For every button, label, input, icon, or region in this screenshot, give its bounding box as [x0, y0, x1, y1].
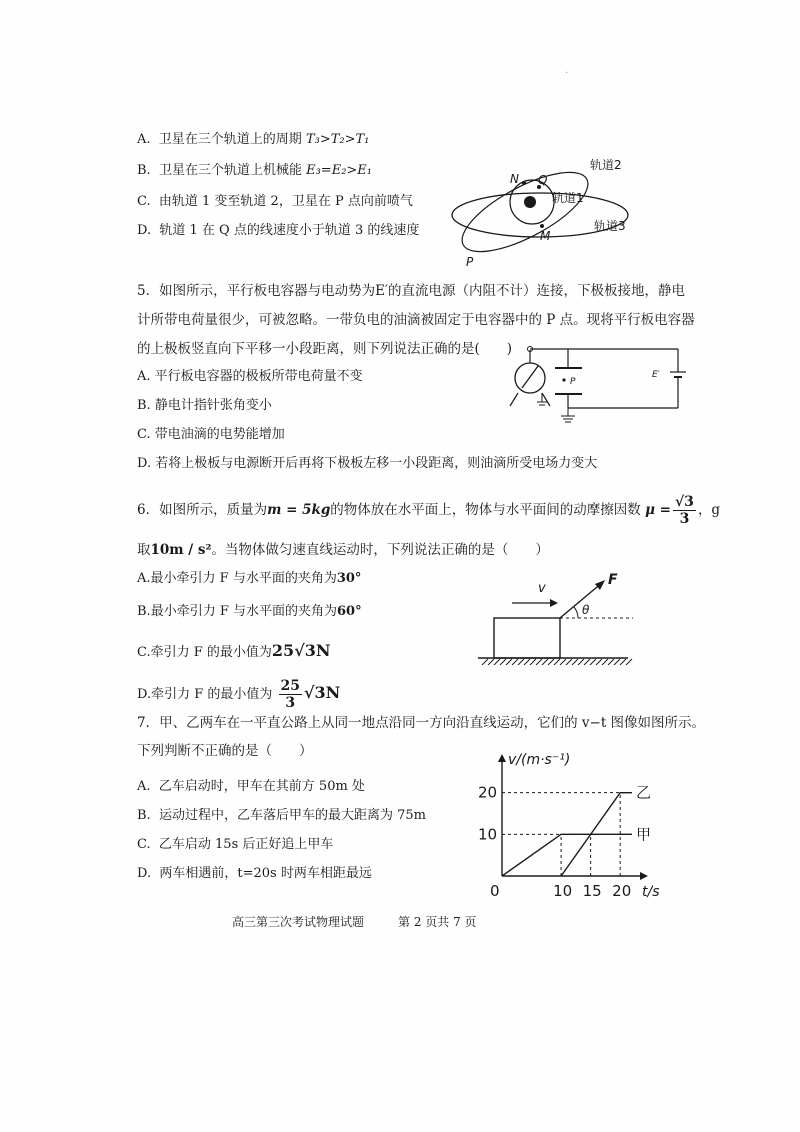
q6-option-c: C.牵引力 F 的最小值为25√3N	[137, 641, 331, 660]
q6-stem-line2: 取10m / s²。当物体做匀速直线运动时，下列说法正确的是（ ）	[137, 542, 549, 558]
point-m	[540, 224, 544, 228]
series-label: 乙	[636, 783, 652, 802]
hatch-line	[548, 659, 554, 665]
q5-option-a: A. 平行板电容器的极板所带电荷量不变	[137, 369, 363, 384]
series-label: 甲	[636, 825, 652, 844]
q7-option-b: B. 运动过程中，乙车落后甲车的最大距离为 75m	[137, 808, 426, 823]
y-axis-label: v/(m·s⁻¹)	[508, 752, 571, 768]
hatch-line	[578, 659, 584, 665]
q6-stem-line1: 6．如图所示，质量为m = 5kg的物体放在水平面上，物体与水平面间的动摩擦因数 μ = $\frac{√3}{3}$ ，g	[137, 494, 721, 527]
x-tick-label: 15	[582, 882, 602, 898]
q5-option-b: B. 静电计指针张角变小	[137, 398, 272, 413]
q5-option-d: D. 若将上极板与电源断开后再将下极板左移一小段距离，则油滴所受电场力变大	[137, 456, 598, 471]
q6-option-d: D.牵引力 F 的最小值为 $\frac{25}{3}$ √3N	[137, 678, 341, 711]
q7-stem-line2: 下列判断不正确的是（ ）	[137, 743, 313, 759]
label-q: Q	[538, 173, 548, 187]
hatch-line	[500, 659, 506, 665]
hatch-line	[512, 659, 518, 665]
series-line-甲	[502, 834, 632, 876]
y-tick-label: 20	[478, 783, 498, 802]
label-f: F	[608, 572, 618, 588]
scan-speck: ·	[565, 68, 569, 79]
electrometer-needle	[522, 366, 538, 388]
footer-title: 高三第三次考试物理试题	[232, 915, 365, 929]
mu-fraction: $\frac{√3}{3}$	[674, 494, 694, 527]
q6-option-b: B.最小牵引力 F 与水平面的夹角为60°	[137, 604, 362, 619]
hatch-line	[518, 659, 524, 665]
q7-option-d: D. 两车相遇前，t=20s 时两车相距最远	[137, 866, 372, 881]
oil-drop	[562, 378, 565, 381]
hatch-line	[536, 659, 542, 665]
ground-hatching	[482, 659, 632, 665]
footer-page: 第 2 页共 7 页	[398, 915, 477, 929]
x-tick-label: 10	[553, 882, 573, 898]
hatch-line	[524, 659, 530, 665]
hatch-line	[608, 659, 614, 665]
block	[494, 618, 560, 658]
hatch-line	[596, 659, 602, 665]
label-p: P	[570, 377, 576, 387]
angle-arc	[574, 607, 578, 618]
label-m: M	[540, 229, 551, 243]
capacitor-circuit-figure	[500, 340, 690, 435]
hatch-line	[614, 659, 620, 665]
label-v: v	[538, 581, 546, 596]
electrometer-leg	[542, 393, 550, 406]
hatch-line	[506, 659, 512, 665]
q4-option-b: B. 卫星在三个轨道上机械能 E₃=E₂>E₁	[137, 163, 372, 178]
hatch-line	[602, 659, 608, 665]
hatch-line	[590, 659, 596, 665]
orbit2-label: 轨道2	[590, 158, 622, 172]
hatch-line	[482, 659, 488, 665]
q4-option-d: D. 轨道 1 在 Q 点的线速度小于轨道 3 的线速度	[137, 223, 420, 238]
hatch-line	[572, 659, 578, 665]
x-tick-label: 20	[612, 882, 632, 898]
d-fraction: $\frac{25}{3}$	[280, 678, 301, 711]
vt-chart	[470, 748, 670, 898]
q7-stem-line1: 7．甲、乙两车在一平直公路上从同一地点沿同一方向沿直线运动，它们的 v−t 图像如图所示。	[137, 715, 706, 731]
q4-option-c: C. 由轨道 1 变至轨道 2，卫星在 P 点向前喷气	[137, 194, 413, 209]
force-figure	[478, 570, 638, 665]
orbit-figure	[450, 150, 650, 270]
hatch-line	[620, 659, 626, 665]
q5-stem-line3: 的上极板竖直向下平移一小段距离，则下列说法正确的是( )	[137, 341, 513, 357]
x-tick-label: 0	[490, 882, 500, 898]
q7-option-c: C. 乙车启动 15s 后正好追上甲车	[137, 837, 334, 852]
hatch-line	[566, 659, 572, 665]
hatch-line	[530, 659, 536, 665]
orbit1-label: 轨道1	[552, 191, 584, 205]
label-theta: θ	[582, 603, 590, 617]
hatch-line	[488, 659, 494, 665]
hatch-line	[584, 659, 590, 665]
x-axis-label: t/s	[642, 884, 660, 898]
planet	[524, 196, 536, 208]
label-emf: E′	[652, 370, 660, 380]
q7-option-a: A. 乙车启动时，甲车在其前方 50m 处	[137, 779, 365, 794]
hatch-line	[554, 659, 560, 665]
hatch-line	[626, 659, 632, 665]
q4-option-a: A. 卫星在三个轨道上的周期 T₃>T₂>T₁	[137, 132, 370, 147]
orbit3-label: 轨道3	[594, 219, 626, 233]
label-p: P	[466, 255, 474, 269]
y-axis-arrow	[498, 754, 506, 762]
hatch-line	[560, 659, 566, 665]
q5-stem-line1: 5．如图所示，平行板电容器与电动势为E′的直流电源（内阻不计）连接，下极板接地，静电	[137, 283, 686, 299]
orbit-2	[451, 157, 598, 267]
q6-option-a: A.最小牵引力 F 与水平面的夹角为30°	[137, 571, 362, 586]
hatch-line	[542, 659, 548, 665]
hatch-line	[494, 659, 500, 665]
electrometer-leg	[510, 393, 518, 406]
y-tick-label: 10	[478, 825, 498, 844]
q5-option-c: C. 带电油滴的电势能增加	[137, 427, 285, 442]
label-n: N	[510, 172, 519, 186]
q5-stem-line2: 计所带电荷量很少，可被忽略。一带负电的油滴被固定于电容器中的 P 点。现将平行板电容器	[137, 312, 695, 328]
x-axis-arrow	[640, 872, 648, 880]
point-n	[522, 181, 526, 185]
